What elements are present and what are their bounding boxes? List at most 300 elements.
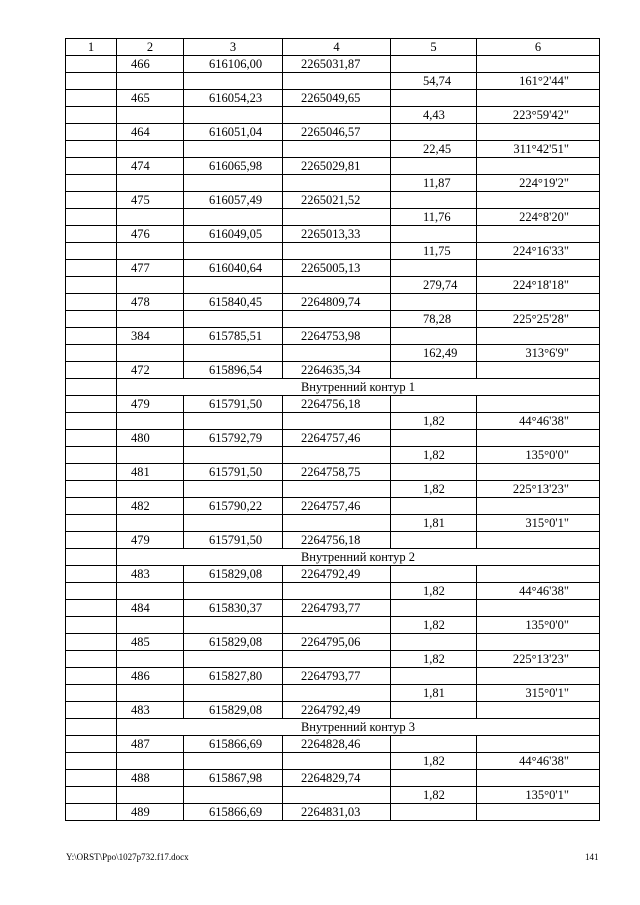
- cell-empty: [391, 294, 477, 311]
- segment-bearing: 225°25'28": [477, 311, 600, 328]
- point-number: 485: [117, 634, 184, 651]
- cell-empty: [283, 107, 391, 124]
- segment-length: 4,43: [391, 107, 477, 124]
- point-number: 477: [117, 260, 184, 277]
- cell-empty: [117, 107, 184, 124]
- segment-bearing: 44°46'38": [477, 753, 600, 770]
- cell-empty: [117, 617, 184, 634]
- cell-empty: [477, 396, 600, 413]
- segment-row: [66, 447, 600, 464]
- cell-empty: [66, 736, 117, 753]
- coord-x: 615829,08: [184, 566, 283, 583]
- cell-empty: [477, 634, 600, 651]
- point-number: 475: [117, 192, 184, 209]
- cell-empty: [117, 243, 184, 260]
- point-row: [66, 294, 600, 311]
- cell-empty: [184, 107, 283, 124]
- segment-row: [66, 141, 600, 158]
- segment-length: 1,82: [391, 583, 477, 600]
- cell-empty: [477, 158, 600, 175]
- segment-length: 1,82: [391, 787, 477, 804]
- point-number: 481: [117, 464, 184, 481]
- coord-y: 2264829,74: [283, 770, 391, 787]
- coord-x: 615867,98: [184, 770, 283, 787]
- coord-y: 2264635,34: [283, 362, 391, 379]
- cell-empty: [184, 787, 283, 804]
- segment-length: 1,81: [391, 515, 477, 532]
- point-row: [66, 260, 600, 277]
- cell-empty: [66, 719, 117, 736]
- cell-empty: [66, 277, 117, 294]
- cell-empty: [66, 481, 117, 498]
- cell-empty: [391, 464, 477, 481]
- cell-empty: [66, 430, 117, 447]
- coord-y: 2264831,03: [283, 804, 391, 821]
- cell-empty: [66, 515, 117, 532]
- segment-row: [66, 617, 600, 634]
- coord-y: 2264756,18: [283, 532, 391, 549]
- cell-empty: [184, 311, 283, 328]
- coord-x: 615791,50: [184, 464, 283, 481]
- section-row: [66, 549, 600, 566]
- cell-empty: [66, 600, 117, 617]
- cell-empty: [66, 158, 117, 175]
- point-number: 479: [117, 396, 184, 413]
- segment-length: 1,82: [391, 753, 477, 770]
- cell-empty: [477, 600, 600, 617]
- segment-bearing: 135°0'1": [477, 787, 600, 804]
- cell-empty: [117, 685, 184, 702]
- col-header-2: 2: [117, 39, 184, 56]
- point-number: 464: [117, 124, 184, 141]
- segment-bearing: 135°0'0": [477, 447, 600, 464]
- footer-file-path: Y:\ORST\Ppo\1027p732.f17.docx: [66, 852, 189, 862]
- footer-page-number: 141: [585, 852, 599, 862]
- cell-empty: [184, 141, 283, 158]
- point-number: 486: [117, 668, 184, 685]
- cell-empty: [477, 192, 600, 209]
- col-header-1: 1: [66, 39, 117, 56]
- segment-bearing: 44°46'38": [477, 413, 600, 430]
- point-row: [66, 770, 600, 787]
- coord-y: 2264757,46: [283, 498, 391, 515]
- cell-empty: [66, 362, 117, 379]
- coord-x: 616065,98: [184, 158, 283, 175]
- coordinates-table: [65, 38, 600, 821]
- point-number: 483: [117, 702, 184, 719]
- segment-bearing: 223°59'42": [477, 107, 600, 124]
- point-number: 474: [117, 158, 184, 175]
- cell-empty: [66, 787, 117, 804]
- cell-empty: [184, 209, 283, 226]
- cell-empty: [184, 481, 283, 498]
- point-row: [66, 226, 600, 243]
- cell-empty: [391, 260, 477, 277]
- point-number: 489: [117, 804, 184, 821]
- cell-empty: [66, 311, 117, 328]
- cell-empty: [117, 209, 184, 226]
- coord-y: 2264757,46: [283, 430, 391, 447]
- table-body: [66, 39, 600, 821]
- cell-empty: [391, 124, 477, 141]
- segment-row: [66, 175, 600, 192]
- coord-y: 2264792,49: [283, 566, 391, 583]
- point-number: 472: [117, 362, 184, 379]
- cell-empty: [283, 209, 391, 226]
- col-header-4: 4: [283, 39, 391, 56]
- coord-y: 2264756,18: [283, 396, 391, 413]
- cell-empty: [117, 413, 184, 430]
- point-row: [66, 668, 600, 685]
- cell-empty: [66, 294, 117, 311]
- coord-x: 615840,45: [184, 294, 283, 311]
- cell-empty: [391, 600, 477, 617]
- point-row: [66, 158, 600, 175]
- cell-empty: [66, 73, 117, 90]
- coord-x: 615785,51: [184, 328, 283, 345]
- col-header-5: 5: [391, 39, 477, 56]
- coord-x: 615792,79: [184, 430, 283, 447]
- cell-empty: [391, 396, 477, 413]
- col-header-3: 3: [184, 39, 283, 56]
- coord-y: 2264792,49: [283, 702, 391, 719]
- cell-empty: [283, 481, 391, 498]
- cell-empty: [477, 532, 600, 549]
- cell-empty: [184, 175, 283, 192]
- segment-length: 22,45: [391, 141, 477, 158]
- cell-empty: [391, 532, 477, 549]
- cell-empty: [391, 192, 477, 209]
- cell-empty: [283, 515, 391, 532]
- cell-empty: [66, 668, 117, 685]
- cell-empty: [66, 56, 117, 73]
- cell-empty: [184, 515, 283, 532]
- cell-empty: [477, 124, 600, 141]
- cell-empty: [283, 345, 391, 362]
- segment-row: [66, 583, 600, 600]
- cell-empty: [391, 328, 477, 345]
- segment-length: 1,81: [391, 685, 477, 702]
- point-row: [66, 192, 600, 209]
- cell-empty: [477, 430, 600, 447]
- cell-empty: [477, 260, 600, 277]
- cell-empty: [283, 73, 391, 90]
- coord-x: 615790,22: [184, 498, 283, 515]
- point-number: 384: [117, 328, 184, 345]
- section-title: Внутренний контур 1: [117, 379, 600, 396]
- cell-empty: [117, 277, 184, 294]
- cell-empty: [184, 617, 283, 634]
- point-row: [66, 56, 600, 73]
- cell-empty: [283, 141, 391, 158]
- cell-empty: [66, 345, 117, 362]
- segment-length: 1,82: [391, 481, 477, 498]
- cell-empty: [66, 260, 117, 277]
- point-number: 478: [117, 294, 184, 311]
- segment-length: 1,82: [391, 413, 477, 430]
- cell-empty: [66, 90, 117, 107]
- coord-y: 2265029,81: [283, 158, 391, 175]
- point-row: [66, 736, 600, 753]
- cell-empty: [117, 141, 184, 158]
- cell-empty: [66, 498, 117, 515]
- coord-y: 2264758,75: [283, 464, 391, 481]
- cell-empty: [117, 753, 184, 770]
- point-row: [66, 464, 600, 481]
- section-title: Внутренний контур 2: [117, 549, 600, 566]
- cell-empty: [66, 226, 117, 243]
- cell-empty: [477, 56, 600, 73]
- cell-empty: [66, 651, 117, 668]
- segment-row: [66, 413, 600, 430]
- segment-row: [66, 753, 600, 770]
- segment-row: [66, 73, 600, 90]
- segment-row: [66, 209, 600, 226]
- coord-x: 615866,69: [184, 804, 283, 821]
- point-row: [66, 634, 600, 651]
- cell-empty: [66, 464, 117, 481]
- cell-empty: [283, 617, 391, 634]
- coord-y: 2265049,65: [283, 90, 391, 107]
- cell-empty: [283, 583, 391, 600]
- cell-empty: [117, 175, 184, 192]
- cell-empty: [184, 753, 283, 770]
- cell-empty: [391, 566, 477, 583]
- point-row: [66, 702, 600, 719]
- header-row: [66, 39, 600, 56]
- segment-bearing: 225°13'23": [477, 651, 600, 668]
- cell-empty: [283, 447, 391, 464]
- coord-x: 615827,80: [184, 668, 283, 685]
- cell-empty: [391, 736, 477, 753]
- cell-empty: [283, 413, 391, 430]
- segment-length: 11,87: [391, 175, 477, 192]
- cell-empty: [66, 634, 117, 651]
- cell-empty: [283, 243, 391, 260]
- cell-empty: [391, 702, 477, 719]
- coord-x: 616040,64: [184, 260, 283, 277]
- cell-empty: [283, 685, 391, 702]
- point-row: [66, 804, 600, 821]
- cell-empty: [391, 430, 477, 447]
- coord-x: 615829,08: [184, 702, 283, 719]
- cell-empty: [391, 634, 477, 651]
- point-number: 488: [117, 770, 184, 787]
- segment-length: 1,82: [391, 651, 477, 668]
- cell-empty: [117, 311, 184, 328]
- cell-empty: [117, 447, 184, 464]
- coord-y: 2264793,77: [283, 600, 391, 617]
- section-title: Внутренний контур 3: [117, 719, 600, 736]
- cell-empty: [283, 277, 391, 294]
- coord-y: 2264795,06: [283, 634, 391, 651]
- cell-empty: [283, 175, 391, 192]
- point-number: 484: [117, 600, 184, 617]
- segment-bearing: 315°0'1": [477, 515, 600, 532]
- coord-x: 616057,49: [184, 192, 283, 209]
- point-row: [66, 430, 600, 447]
- cell-empty: [66, 192, 117, 209]
- cell-empty: [391, 770, 477, 787]
- point-number: 487: [117, 736, 184, 753]
- col-header-6: 6: [477, 39, 600, 56]
- cell-empty: [477, 804, 600, 821]
- cell-empty: [477, 668, 600, 685]
- point-row: [66, 124, 600, 141]
- coord-y: 2265046,57: [283, 124, 391, 141]
- coord-y: 2265005,13: [283, 260, 391, 277]
- cell-empty: [283, 311, 391, 328]
- point-row: [66, 362, 600, 379]
- cell-empty: [477, 566, 600, 583]
- cell-empty: [66, 566, 117, 583]
- coord-x: 615791,50: [184, 396, 283, 413]
- segment-row: [66, 345, 600, 362]
- cell-empty: [184, 73, 283, 90]
- cell-empty: [66, 243, 117, 260]
- segment-row: [66, 685, 600, 702]
- coord-y: 2265013,33: [283, 226, 391, 243]
- section-row: [66, 719, 600, 736]
- cell-empty: [117, 651, 184, 668]
- cell-empty: [477, 90, 600, 107]
- cell-empty: [184, 345, 283, 362]
- cell-empty: [66, 532, 117, 549]
- coord-y: 2265021,52: [283, 192, 391, 209]
- cell-empty: [66, 770, 117, 787]
- cell-empty: [66, 753, 117, 770]
- segment-length: 1,82: [391, 447, 477, 464]
- cell-empty: [117, 515, 184, 532]
- cell-empty: [117, 787, 184, 804]
- cell-empty: [391, 668, 477, 685]
- coord-x: 616049,05: [184, 226, 283, 243]
- cell-empty: [66, 396, 117, 413]
- cell-empty: [184, 243, 283, 260]
- cell-empty: [477, 498, 600, 515]
- point-number: 482: [117, 498, 184, 515]
- segment-bearing: 224°19'2": [477, 175, 600, 192]
- segment-bearing: 224°8'20": [477, 209, 600, 226]
- cell-empty: [184, 583, 283, 600]
- point-number: 465: [117, 90, 184, 107]
- point-number: 480: [117, 430, 184, 447]
- segment-row: [66, 787, 600, 804]
- cell-empty: [66, 379, 117, 396]
- segment-length: 1,82: [391, 617, 477, 634]
- cell-empty: [117, 583, 184, 600]
- cell-empty: [66, 447, 117, 464]
- point-number: 479: [117, 532, 184, 549]
- cell-empty: [283, 651, 391, 668]
- coord-y: 2264828,46: [283, 736, 391, 753]
- point-row: [66, 396, 600, 413]
- cell-empty: [391, 498, 477, 515]
- segment-bearing: 224°16'33": [477, 243, 600, 260]
- cell-empty: [66, 328, 117, 345]
- segment-row: [66, 651, 600, 668]
- cell-empty: [184, 685, 283, 702]
- cell-empty: [477, 464, 600, 481]
- point-number: 476: [117, 226, 184, 243]
- cell-empty: [66, 413, 117, 430]
- segment-length: 11,76: [391, 209, 477, 226]
- cell-empty: [66, 175, 117, 192]
- coord-x: 615896,54: [184, 362, 283, 379]
- coord-x: 615866,69: [184, 736, 283, 753]
- coord-x: 616106,00: [184, 56, 283, 73]
- section-row: [66, 379, 600, 396]
- segment-row: [66, 277, 600, 294]
- point-number: 483: [117, 566, 184, 583]
- segment-length: 78,28: [391, 311, 477, 328]
- segment-length: 11,75: [391, 243, 477, 260]
- cell-empty: [184, 277, 283, 294]
- cell-empty: [283, 753, 391, 770]
- cell-empty: [477, 328, 600, 345]
- cell-empty: [391, 804, 477, 821]
- cell-empty: [66, 141, 117, 158]
- cell-empty: [66, 107, 117, 124]
- point-row: [66, 328, 600, 345]
- point-number: 466: [117, 56, 184, 73]
- point-row: [66, 532, 600, 549]
- segment-length: 162,49: [391, 345, 477, 362]
- segment-bearing: 225°13'23": [477, 481, 600, 498]
- coord-y: 2264753,98: [283, 328, 391, 345]
- cell-empty: [66, 617, 117, 634]
- cell-empty: [477, 736, 600, 753]
- segment-bearing: 44°46'38": [477, 583, 600, 600]
- cell-empty: [391, 158, 477, 175]
- cell-empty: [477, 702, 600, 719]
- cell-empty: [66, 549, 117, 566]
- coord-x: 615791,50: [184, 532, 283, 549]
- cell-empty: [391, 362, 477, 379]
- segment-row: [66, 107, 600, 124]
- cell-empty: [283, 787, 391, 804]
- segment-bearing: 224°18'18": [477, 277, 600, 294]
- cell-empty: [477, 226, 600, 243]
- coord-x: 616054,23: [184, 90, 283, 107]
- cell-empty: [391, 90, 477, 107]
- segment-bearing: 311°42'51": [477, 141, 600, 158]
- coord-y: 2264793,77: [283, 668, 391, 685]
- segment-length: 279,74: [391, 277, 477, 294]
- cell-empty: [184, 651, 283, 668]
- segment-bearing: 135°0'0": [477, 617, 600, 634]
- point-row: [66, 566, 600, 583]
- coord-y: 2264809,74: [283, 294, 391, 311]
- segment-bearing: 315°0'1": [477, 685, 600, 702]
- cell-empty: [477, 294, 600, 311]
- cell-empty: [66, 124, 117, 141]
- segment-bearing: 161°2'44": [477, 73, 600, 90]
- coord-x: 616051,04: [184, 124, 283, 141]
- point-row: [66, 90, 600, 107]
- cell-empty: [66, 209, 117, 226]
- cell-empty: [477, 362, 600, 379]
- cell-empty: [66, 583, 117, 600]
- cell-empty: [117, 73, 184, 90]
- segment-row: [66, 481, 600, 498]
- cell-empty: [477, 770, 600, 787]
- point-row: [66, 600, 600, 617]
- cell-empty: [117, 481, 184, 498]
- segment-row: [66, 243, 600, 260]
- segment-bearing: 313°6'9": [477, 345, 600, 362]
- segment-length: 54,74: [391, 73, 477, 90]
